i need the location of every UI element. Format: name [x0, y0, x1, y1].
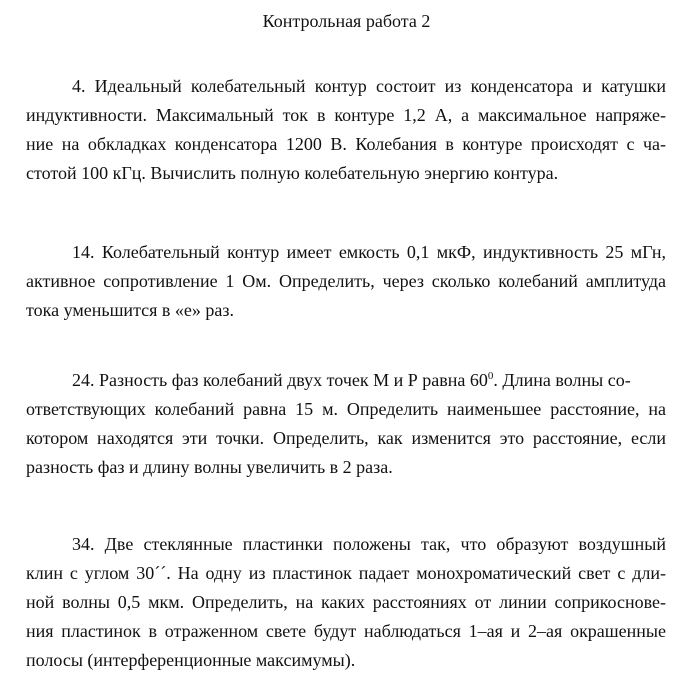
- problem-14-line-2: активное сопротивление 1 Ом. Определить, через сколько колебаний амплитуда: [26, 271, 666, 291]
- degree-superscript: 0: [487, 370, 494, 382]
- problem-24-line-3: котором находятся эти точки. Определить, как изменится это расстояние, если: [26, 428, 666, 448]
- problem-4-line-3: ние на обкладках конденсатора 1200 В. Колебания в контуре происходят с ча-: [26, 134, 666, 154]
- problem-24-line-1-text: 24. Разность фаз колебаний двух точек М и Р равна 60: [72, 370, 488, 390]
- problem-34-line-1: 34. Две стеклянные пластинки положены так, что образуют воздушный: [72, 534, 666, 554]
- problem-34: [26, 530, 666, 675]
- problem-14: [26, 238, 666, 325]
- problem-24-line-4: разность фаз и длину волны увеличить в 2 раза.: [26, 457, 393, 477]
- page-title: Контрольная работа 2: [262, 11, 431, 31]
- problem-4-line-2: индуктивности. Максимальный ток в контуре 1,2 А, а максимальное напряже-: [26, 105, 666, 125]
- problem-34-line-5: полосы (интерференционные максимумы).: [26, 650, 356, 670]
- problem-24-line-2: ответствующих колебаний равна 15 м. Определить наименьшее расстояние, на: [26, 399, 666, 419]
- problem-24-line-1: [26, 366, 666, 395]
- problem-4-line-4: стотой 100 кГц. Вычислить полную колебательную энергию контура.: [26, 163, 559, 183]
- problem-34-line-4: ния пластинок в отраженном свете будут наблюдаться 1–ая и 2–ая окрашенные: [26, 621, 666, 641]
- problem-34-line-3: ной волны 0,5 мкм. Определить, на каких расстояниях от линии соприкоснове-: [26, 592, 666, 612]
- problem-4-line-1: 4. Идеальный колебательный контур состоит из конденсатора и катушки: [72, 76, 666, 96]
- problem-34-line-2: клин с углом 30´´. На одну из пластинок падает монохроматический свет с дли-: [26, 563, 666, 583]
- problem-24-line-1-tail: . Длина волны со-: [493, 370, 631, 390]
- problem-4: [26, 72, 666, 188]
- problem-14-line-1: 14. Колебательный контур имеет емкость 0,1 мкФ, индуктивность 25 мГн,: [72, 242, 666, 262]
- problem-14-line-3: тока уменьшится в «е» раз.: [26, 300, 235, 320]
- problem-24: [26, 366, 666, 482]
